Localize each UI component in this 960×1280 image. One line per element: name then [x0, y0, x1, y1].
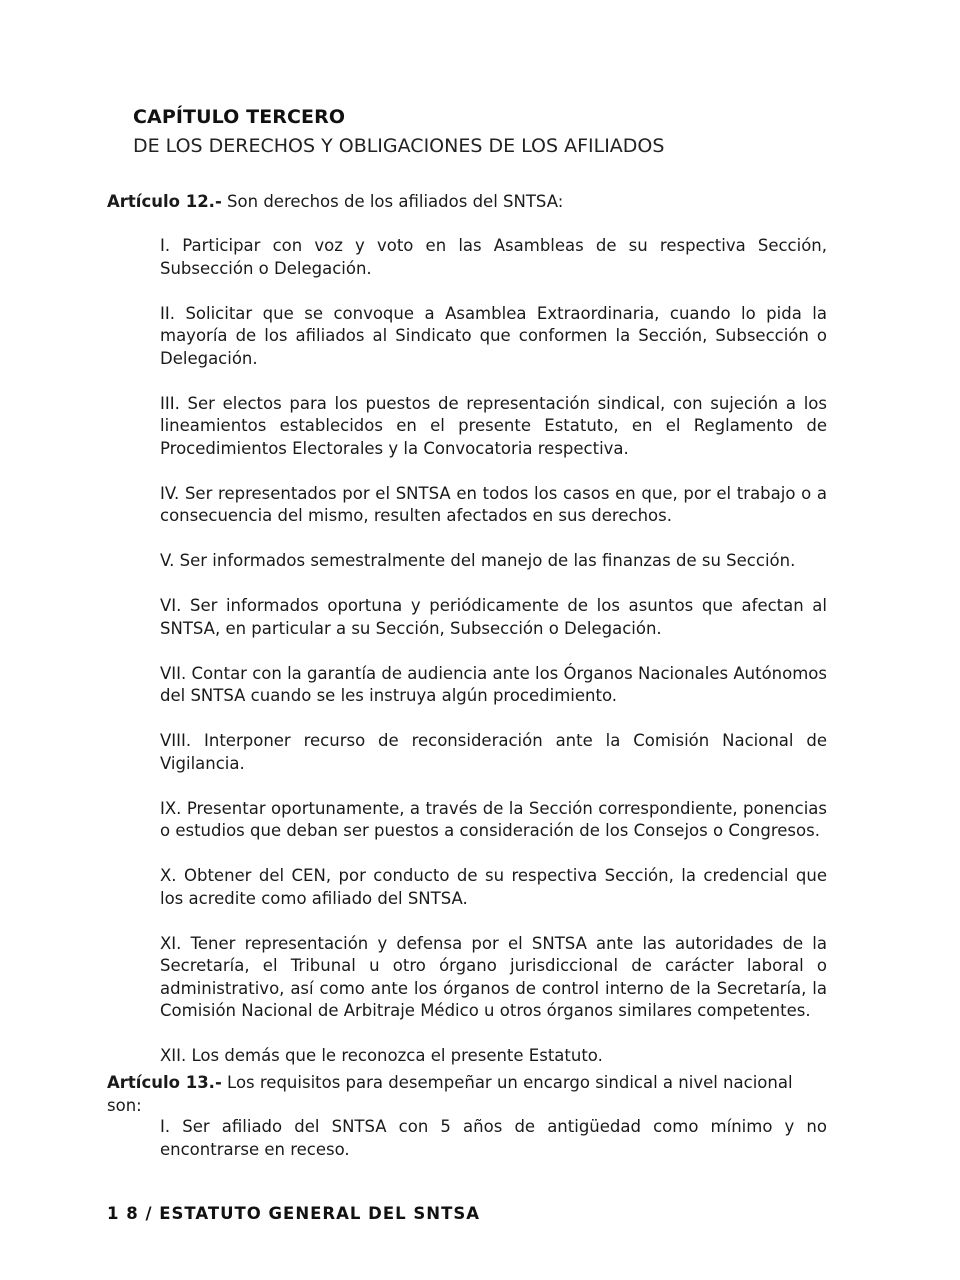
list-item: I. Ser afiliado del SNTSA con 5 años de antigüedad como mínimo y no encontrarse en receso. — [160, 1117, 827, 1159]
list-item: VII. Contar con la garantía de audiencia ante los Órganos Nacionales Autónomos del SNTSA cuando se les instruya algún procedimiento. — [160, 663, 827, 705]
article-12-heading — [107, 190, 827, 213]
chapter-title: CAPÍTULO TERCERO — [133, 106, 346, 128]
list-item: XII. Los demás que le reconozca el presente Estatuto. — [160, 1046, 603, 1065]
list-item: IV. Ser representados por el SNTSA en todos los casos en que, por el trabajo o a consecuencia del mismo, resulten afectados en sus derechos. — [160, 483, 827, 525]
list-item: III. Ser electos para los puestos de representación sindical, con sujeción a los lineamientos establecidos en el presente Estatuto, en el Reglamento de Procedimientos Electorales y la Convocatoria respectiva. — [160, 393, 827, 458]
article-12-items — [160, 235, 827, 1090]
article-13-heading — [107, 1071, 827, 1117]
list-item: II. Solicitar que se convoque a Asamblea Extraordinaria, cuando lo pida la mayoría de los afiliados al Sindicato que conformen la Sección, Subsección o Delegación. — [160, 303, 827, 368]
list-item: I. Participar con voz y voto en las Asambleas de su respectiva Sección, Subsección o Delegación. — [160, 236, 827, 278]
list-item: V. Ser informados semestralmente del manejo de las finanzas de su Sección. — [160, 551, 796, 570]
article-13-label: Artículo 13.- — [107, 1073, 222, 1092]
list-item: VI. Ser informados oportuna y periódicamente de los asuntos que afectan al SNTSA, en particular a su Sección, Subsección o Delegación. — [160, 596, 827, 638]
list-item: VIII. Interponer recurso de reconsideración ante la Comisión Nacional de Vigilancia. — [160, 731, 827, 773]
list-item: X. Obtener del CEN, por conducto de su respectiva Sección, la credencial que los acredite como afiliado del SNTSA. — [160, 866, 827, 908]
article-12-label: Artículo 12.- — [107, 192, 222, 211]
article-13-items — [160, 1116, 827, 1184]
article-12-intro: Son derechos de los afiliados del SNTSA: — [227, 192, 564, 211]
chapter-heading — [133, 105, 833, 160]
article-13-intro: Los requisitos para desempeñar un encargo sindical a nivel nacional son: — [107, 1073, 793, 1115]
list-item: XI. Tener representación y defensa por el SNTSA ante las autoridades de la Secretaría, el Tribunal u otro órgano jurisdiccional de carácter laboral o administrativo, así como ante los órganos de control interno de la Secretaría, la Comisión Nacional de Arbitraje Médico u otros órganos similares competentes. — [160, 933, 827, 1020]
page-footer: 1 8 / ESTATUTO GENERAL DEL SNTSA — [107, 1204, 480, 1223]
list-item: IX. Presentar oportunamente, a través de la Sección correspondiente, ponencias o estudios que deban ser puestos a consideración de los Consejos o Congresos. — [160, 798, 827, 840]
chapter-subtitle: DE LOS DERECHOS Y OBLIGACIONES DE LOS AFILIADOS — [133, 135, 665, 157]
